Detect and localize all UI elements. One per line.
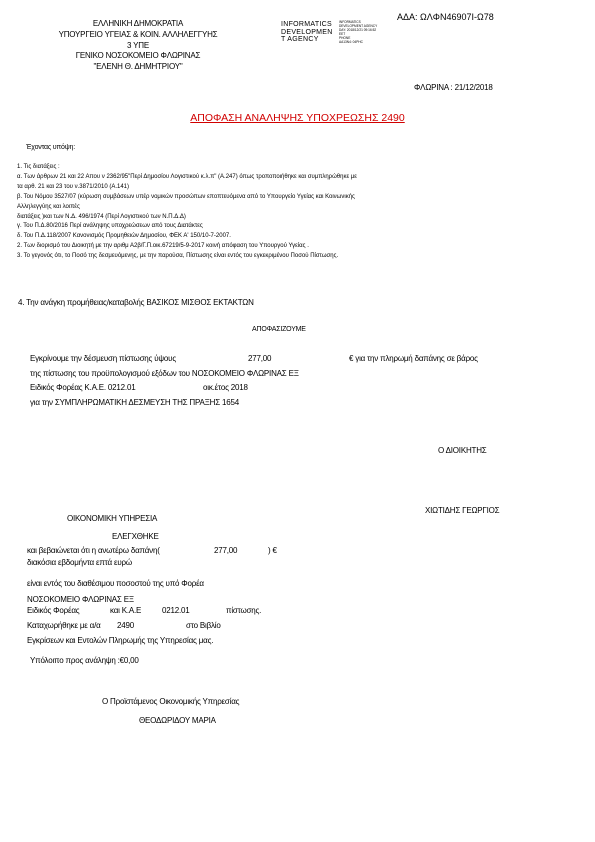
- document-title: ΑΠΟΦΑΣΗ ΑΝΑΛΗΨΗΣ ΥΠΟΧΡΕΩΣΗΣ 2490: [190, 112, 405, 124]
- verification-text: Ειδικός Φορέας: [27, 606, 80, 615]
- approval-text: € για την πληρωμή δαπάνης σε βάρος: [349, 354, 478, 363]
- header-line: 3 ΥΠΕ: [127, 40, 149, 50]
- logo-word: T AGENCY: [281, 36, 319, 44]
- need-statement: 4. Την ανάγκη προμήθειας/καταβολής ΒΑΣΙΚΟΣ ΜΙΣΘΟΣ ΕΚΤΑΚΤΩΝ: [18, 298, 254, 307]
- approval-text: της πίστωσης του προϋπολογισμού εξόδων του ΝΟΣΟΚΟΜΕΙΟ ΦΛΩΡΙΝΑΣ ΕΞ: [30, 369, 299, 378]
- decision-heading: ΑΠΟΦΑΣΙΖΟΥΜΕ: [252, 326, 306, 333]
- finance-service-heading: ΟΙΚΟΝΟΜΙΚΗ ΥΠΗΡΕΣΙΑ: [67, 514, 158, 523]
- remaining-balance: Υπόλοιπο προς ανάληψη :€0,00: [30, 656, 139, 665]
- logo-word: DEVELOPMEN: [281, 28, 333, 36]
- header-line: ΥΠΟΥΡΓΕΙΟ ΥΓΕΙΑΣ & ΚΟΙΝ. ΑΛΛΗΛΕΓΓΥΗΣ: [58, 29, 218, 39]
- approval-text: Εγκρίνουμε την δέσμευση πίστωσης ύψους: [30, 354, 176, 363]
- agency-logo-text: [281, 21, 333, 44]
- verification-text: ΝΟΣΟΚΟΜΕΙΟ ΦΛΩΡΙΝΑΣ ΕΞ: [27, 595, 134, 604]
- verification-text: πίστωσης.: [226, 606, 262, 615]
- verification-text: στο Βιβλίο: [186, 621, 221, 630]
- ada-code: ΑΔΑ: ΩΛΦΝ46907Ι-Ω78: [397, 12, 494, 22]
- finance-head-title: Ο Προϊστάμενος Οικονομικής Υπηρεσίας: [102, 697, 240, 706]
- stamp-line: DAY: 2018/12/21 09:16:52: [339, 27, 377, 32]
- provision-line: α. Των άρθρων 21 και 22 Απου ν 2362/95"Περί Δημοσίου Λογιστικού κ.λ.π" (Α.247) όπως τροποποιήθηκε και συμπληρώθηκε με: [17, 173, 357, 180]
- provision-line: β. Του Νόμου 3527/07 (κύρωση συμβάσεων υπέρ νομικών προσώπων εποπτευόμενα από το Υπουργείο Υγείας και Κοινωνικής: [17, 193, 355, 200]
- provision-line: δ. Του Π.Δ.118/2007 Κανονισμός Προμηθειών Δημοσίου, ΦΕΚ Α' 150/10-7-2007.: [17, 233, 231, 240]
- place-date: ΦΛΩΡΙΝΑ : 21/12/2018: [414, 83, 493, 92]
- director-name: ΧΙΩΤΙΔΗΣ ΓΕΩΡΓΙΟΣ: [425, 506, 500, 515]
- provision-line: διατάξεις )και των Ν.Δ. 496/1974 (Περί Λογιστικού των Ν.Π.Δ.Δ): [17, 213, 186, 220]
- verification-text: 0212.01: [162, 606, 190, 615]
- stamp-line: AA13N4: 04PHC: [339, 39, 363, 44]
- verification-amount: 277,00: [214, 546, 238, 555]
- header-line: ΕΛΛΗΝΙΚΗ ΔΗΜΟΚΡΑΤΙΑ: [92, 19, 184, 28]
- provision-line: Αλληλεγγύης και λοιπές: [17, 203, 80, 210]
- approval-text: Ειδικός Φορέας Κ.Α.Ε. 0212.01: [30, 383, 136, 392]
- provision-line: τα αρθ. 21 και 23 του ν.3871/2010 (Α.141): [17, 183, 129, 190]
- verification-text: είναι εντός του διαθέσιμου ποσοστού της υπό Φορέα: [27, 579, 204, 588]
- checked-label: ΕΛΕΓΧΘΗΚΕ: [112, 532, 159, 541]
- approval-text: για την ΣΥΜΠΛΗΡΩΜΑΤΙΚΗ ΔΕΣΜΕΥΣΗ ΤΗΣ ΠΡΑΞΗΣ 1654: [30, 398, 240, 407]
- fiscal-year: οικ.έτος 2018: [203, 383, 248, 392]
- verification-text: ) €: [268, 546, 277, 555]
- stamp-line: PHONE: [339, 35, 351, 40]
- verification-text: Καταχωρήθηκε με α/α: [27, 621, 101, 630]
- provision-line: γ. Του Π.Δ.80/2016 Περί ανάληψης υποχρεώσεων από τους Διατάκτες: [17, 223, 203, 230]
- verification-text: και βεβαιώνεται ότι η ανωτέρω δαπάνη(: [27, 546, 160, 555]
- header-line: "ΕΛΕΝΗ Θ. ΔΗΜΗΤΡΙΟΥ": [93, 62, 183, 72]
- provision-line: 1. Τις διατάξεις :: [17, 164, 60, 170]
- amount-in-words: διακόσια εβδομήντα επτά ευρώ: [27, 558, 132, 567]
- having-seen-label: Έχοντας υπόψη:: [26, 144, 75, 151]
- provision-line: 2. Των διορισμό του Διοικητή με την αριθμ Α2β/Γ.Π.οικ.67219/5-9-2017 κοινή απόφαση του Υπουργού Υγείας .: [17, 243, 309, 250]
- issuer-header: [22, 19, 254, 73]
- header-line: ΓΕΝΙΚΟ ΝΟΣΟΚΟΜΕΙΟ ΦΛΩΡΙΝΑΣ: [75, 51, 201, 61]
- verification-text: Εγκρίσεων και Εντολών Πληρωμής της Υπηρεσίας μας.: [27, 636, 214, 645]
- registry-number: 2490: [117, 621, 134, 630]
- director-title: Ο ΔΙΟΙΚΗΤΗΣ: [438, 446, 487, 455]
- legal-provisions: [17, 163, 357, 262]
- stamp-line: EET: [339, 31, 346, 36]
- approval-amount: 277,00: [248, 354, 272, 363]
- finance-head-name: ΘΕΟΔΩΡΙΔΟΥ ΜΑΡΙΑ: [139, 716, 216, 725]
- stamp-line: DEVELOPMENT AGENCY: [339, 23, 378, 28]
- verification-text: και Κ.Α.Ε: [110, 606, 142, 615]
- digital-signature-stamp: [339, 21, 377, 44]
- provision-line: 3. Το γεγονός ότι, το Ποσό της δεσμευόμενης, με την παρούσα, Πίστωσης είναι εντός του εγκεκριμένου Ποσού Πίστωσης.: [17, 253, 339, 260]
- logo-word: INFORMATICS: [281, 21, 333, 28]
- stamp-line: INFORMATICS: [339, 20, 361, 24]
